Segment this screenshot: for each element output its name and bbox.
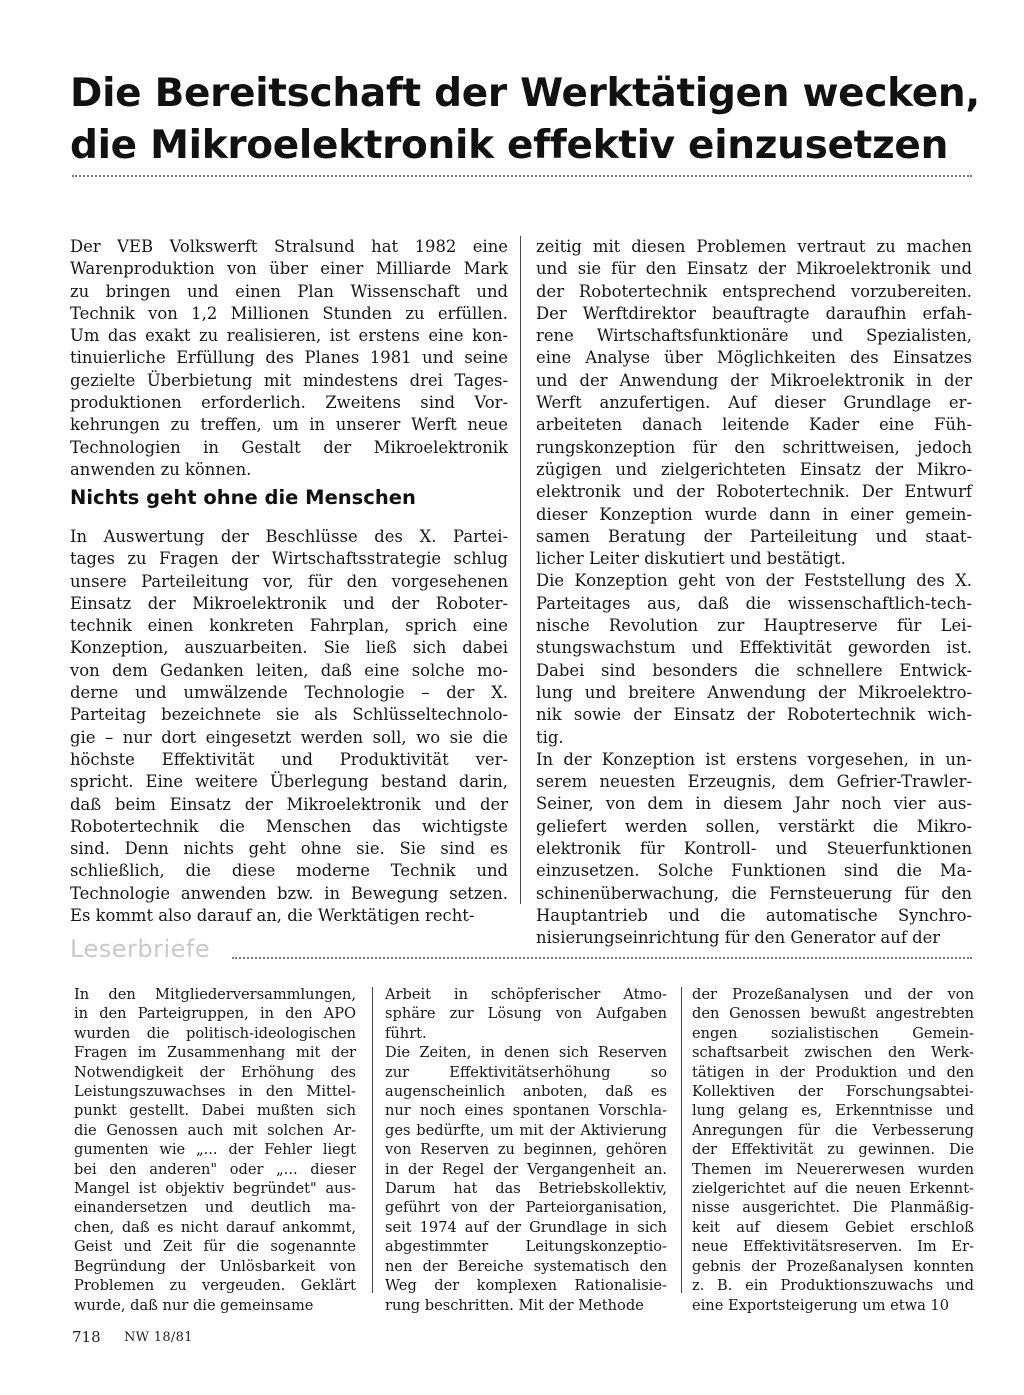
text-line: arbeiteten danach leitende Kader eine Füh-: [536, 415, 972, 435]
text-line: Robotertechnik die Menschen das wichtigste: [70, 816, 508, 836]
text-line: geführt von der Parteiorganisation,: [385, 1199, 667, 1217]
text-line: der Prozeßanalysen und der von: [692, 986, 974, 1003]
section-label-leserbriefe: Leserbriefe: [70, 935, 211, 963]
article-title: [70, 68, 980, 172]
text-line: punkt gestellt. Dabei mußten sich: [74, 1102, 356, 1120]
text-line: Werft anzufertigen. Auf dieser Grundlage er-: [536, 393, 972, 413]
letters-column-3: [692, 985, 974, 1315]
text-line: lung und breitere Anwendung der Mikroelektro-: [536, 682, 972, 702]
text-line: die Genossen auch mit solchen Ar-: [74, 1121, 356, 1139]
text-line: unsere Parteileitung vor, für den vorgesehenen: [70, 571, 508, 591]
text-line: bei den anderen" oder „... dieser: [74, 1160, 356, 1178]
text-line: gebnis der Prozeßanalysen konnten: [692, 1257, 974, 1275]
letters-column-1: [74, 985, 356, 1315]
text-line: In den Mitgliederversammlungen,: [74, 986, 356, 1003]
text-line: nisse ausgerichtet. Die Planmäßig-: [692, 1199, 974, 1217]
text-line: stungswachstum und Effektivität geworden ist.: [536, 638, 972, 658]
text-line: den Genossen bewußt angestrebten: [692, 1005, 974, 1023]
text-line: tätigen in der Produktion und den: [692, 1063, 974, 1081]
text-line: höchste Effektivität und Produktivität ver-: [70, 749, 508, 769]
text-line: wurde, daß nur die gemeinsame: [74, 1296, 314, 1314]
text-line: Einsatz der Mikroelektronik und der Roboter-: [70, 593, 508, 613]
text-line: Weg der komplexen Rationalisie-: [385, 1277, 667, 1295]
text-line: produktionen erforderlich. Zweitens sind Vor-: [70, 393, 508, 413]
text-line: schaftsarbeit zwischen den Werk-: [692, 1044, 974, 1062]
text-line: von dem Gedanken leiten, daß eine solche mo-: [70, 660, 508, 680]
text-line: neue Effektivitätsreserven. Im Er-: [692, 1238, 974, 1256]
text-line: von Reserven zu beginnen, gehören: [385, 1141, 667, 1159]
text-line: einzusetzen. Solche Funktionen sind die Ma-: [536, 861, 972, 881]
text-line: Arbeit in schöpferischer Atmo-: [385, 986, 667, 1003]
text-line: schinenüberwachung, die Fernsteuerung für den: [536, 883, 972, 903]
article-column-1-intro: [70, 236, 508, 481]
text-line: abgestimmter Leitungskonzeptio-: [385, 1238, 667, 1256]
article-subheading: Nichts geht ohne die Menschen: [70, 486, 416, 509]
text-line: eine Exportsteigerung um etwa 10: [692, 1296, 950, 1314]
text-line: Themen im Neuererwesen wurden: [692, 1160, 974, 1178]
text-line: Notwendigkeit der Erhöhung des: [74, 1063, 356, 1081]
text-line: Darum hat das Betriebskollektiv,: [385, 1180, 667, 1198]
text-line: Der VEB Volkswerft Stralsund hat 1982 eine: [70, 237, 508, 256]
text-line: Begründung der Unlösbarkeit von: [74, 1257, 356, 1275]
text-line: Problemen zu vergeuden. Geklärt: [74, 1277, 356, 1295]
text-line: rung beschritten. Mit der Methode: [385, 1296, 644, 1314]
text-line: Seiner, von dem in diesem Jahr noch vier aus-: [536, 794, 972, 814]
text-line: tinuierliche Erfüllung des Planes 1981 und seine: [70, 348, 508, 368]
text-line: gezielte Überbietung mit mindestens drei Tages-: [70, 370, 508, 390]
text-line: in der Regel der Vergangenheit an.: [385, 1160, 667, 1178]
text-line: und sie für den Einsatz der Mikroelektronik und: [536, 259, 972, 279]
text-line: Konzeption, auszuarbeiten. Sie ließ sich dabei: [70, 638, 508, 658]
text-line: derne und umwälzende Technologie – der X.: [70, 683, 508, 703]
text-line: elektronik und der Robotertechnik. Der Entwurf: [536, 482, 972, 502]
article-column-1-body: [70, 526, 508, 927]
text-line: Parteitag bezeichnete sie als Schlüsseltechnolo-: [70, 705, 508, 725]
text-line: spricht. Eine weitere Überlegung bestand darin,: [70, 772, 508, 792]
column-divider: [520, 236, 521, 904]
text-line: sind. Denn nichts geht ohne sie. Sie sind es: [70, 839, 508, 859]
text-line: schließlich, die diese moderne Technik und: [70, 861, 508, 881]
text-line: nen der Bereiche systematisch den: [385, 1257, 667, 1275]
text-line: geliefert werden sollen, verstärkt die Mikro-: [536, 816, 972, 836]
issue-label: NW 18/81: [124, 1330, 193, 1345]
text-line: Technologien in Gestalt der Mikroelektronik: [70, 437, 508, 457]
text-line: Technik von 1,2 Millionen Stunden zu erfüllen.: [70, 303, 508, 323]
text-line: Um das exakt zu realisieren, ist erstens eine kon-: [70, 326, 508, 346]
article-column-2: [536, 236, 972, 950]
text-line: In der Konzeption ist erstens vorgesehen, in un-: [536, 749, 972, 769]
letters-column-divider-2: [681, 987, 682, 1293]
text-line: Technologie anwenden bzw. in Bewegung setzen.: [70, 883, 508, 903]
text-line: zur Effektivitätserhöhung so: [385, 1063, 667, 1081]
text-line: technik einen konkreten Fahrplan, sprich eine: [70, 616, 508, 636]
title-line-2: die Mikroelektronik effektiv einzusetzen: [70, 123, 949, 168]
letters-column-divider-1: [372, 987, 373, 1293]
page-number: 718: [72, 1328, 101, 1346]
text-line: eine Analyse über Möglichkeiten des Einsatzes: [536, 348, 972, 368]
text-line: Leistungszuwachses in den Mittel-: [74, 1083, 356, 1101]
text-line: Hauptantrieb und die automatische Synchro-: [536, 905, 972, 925]
text-line: gumenten wie „... der Fehler liegt: [74, 1141, 356, 1159]
text-line: in den Parteigruppen, in den APO: [74, 1005, 356, 1023]
text-line: führt.: [385, 1024, 427, 1042]
text-line: elektronik für Kontroll- und Steuerfunktionen: [536, 839, 972, 859]
text-line: Dabei sind besonders die schnellere Entwick-: [536, 660, 972, 680]
text-line: seit 1974 auf der Grundlage in sich: [385, 1218, 667, 1236]
text-line: augenscheinlich anboten, daß es: [385, 1083, 667, 1101]
text-line: Der Werftdirektor beauftragte daraufhin erfah-: [536, 303, 972, 323]
text-line: nische Revolution zur Hauptreserve für Lei-: [536, 616, 972, 636]
text-line: Fragen im Zusammenhang mit der: [74, 1044, 356, 1062]
text-line: rungskonzeption für den schrittweisen, jedoch: [536, 437, 972, 457]
text-line: kehrungen zu treffen, um in unserer Werft neue: [70, 415, 508, 435]
text-line: Anregungen für die Verbesserung: [692, 1121, 974, 1139]
text-line: ges bedürfte, um mit der Aktivierung: [385, 1121, 667, 1139]
text-line: daß beim Einsatz der Mikroelektronik und der: [70, 794, 508, 814]
text-line: Parteitages aus, daß die wissenschaftlich-tech-: [536, 593, 972, 613]
text-line: einandersetzen und deutlich ma-: [74, 1199, 356, 1217]
text-line: serem neuesten Erzeugnis, dem Gefrier-Trawler-: [536, 772, 972, 792]
text-line: zu bringen und einen Plan Wissenschaft und: [70, 281, 508, 301]
letters-column-2: [385, 985, 667, 1315]
text-line: samen Beratung der Parteileitung und staat-: [536, 526, 972, 546]
text-line: dieser Konzeption wurde dann in einer gemein-: [536, 504, 972, 524]
section-divider: [232, 957, 972, 959]
text-line: nur noch eines spontanen Vorschla-: [385, 1102, 667, 1120]
text-line: tages zu Fragen der Wirtschaftsstrategie schlug: [70, 549, 508, 569]
title-divider: [72, 175, 972, 177]
text-line: In Auswertung der Beschlüsse des X. Partei-: [70, 527, 508, 546]
text-line: Die Zeiten, in denen sich Reserven: [385, 1044, 667, 1062]
text-line: tig.: [536, 727, 564, 747]
text-line: z. B. ein Produktionszuwachs und: [692, 1277, 974, 1295]
text-line: licher Leiter diskutiert und bestätigt.: [536, 549, 846, 569]
text-line: nisierungseinrichtung für den Generator auf der: [536, 928, 941, 948]
text-line: Kollektiven der Forschungsabtei-: [692, 1083, 974, 1101]
text-line: wurden die politisch-ideologischen: [74, 1024, 356, 1042]
text-line: nik sowie der Einsatz der Robotertechnik wich-: [536, 705, 972, 725]
text-line: rene Wirtschaftsfunktionäre und Spezialisten,: [536, 326, 972, 346]
text-line: anwenden zu können.: [70, 459, 252, 479]
text-line: keit auf diesem Gebiet erschloß: [692, 1218, 974, 1236]
text-line: Die Konzeption geht von der Feststellung des X.: [536, 571, 972, 591]
title-line-1: Die Bereitschaft der Werktätigen wecken,: [70, 71, 980, 116]
text-line: engen sozialistischen Gemein-: [692, 1024, 974, 1042]
text-line: gie – nur dort eingesetzt werden soll, wo sie die: [70, 727, 508, 747]
text-line: sphäre zur Lösung von Aufgaben: [385, 1005, 667, 1023]
text-line: Geist und Zeit für die sogenannte: [74, 1238, 356, 1256]
text-line: Warenproduktion von über einer Milliarde Mark: [70, 259, 508, 279]
text-line: chen, daß es nicht darauf ankommt,: [74, 1218, 356, 1236]
text-line: Mangel ist objektiv begründet" aus-: [74, 1180, 356, 1198]
text-line: der Robotertechnik entsprechend vorzubereiten.: [536, 281, 972, 301]
text-line: zielgerichtet auf die neuen Erkennt-: [692, 1180, 974, 1198]
text-line: Es kommt also darauf an, die Werktätigen recht-: [70, 906, 475, 926]
text-line: lung gelang es, Erkenntnisse und: [692, 1102, 974, 1120]
text-line: zügigen und zielgerichteten Einsatz der Mikro-: [536, 459, 972, 479]
text-line: der Effektivität zu gewinnen. Die: [692, 1141, 974, 1159]
text-line: zeitig mit diesen Problemen vertraut zu machen: [536, 237, 972, 256]
text-line: und der Anwendung der Mikroelektronik in der: [536, 370, 972, 390]
